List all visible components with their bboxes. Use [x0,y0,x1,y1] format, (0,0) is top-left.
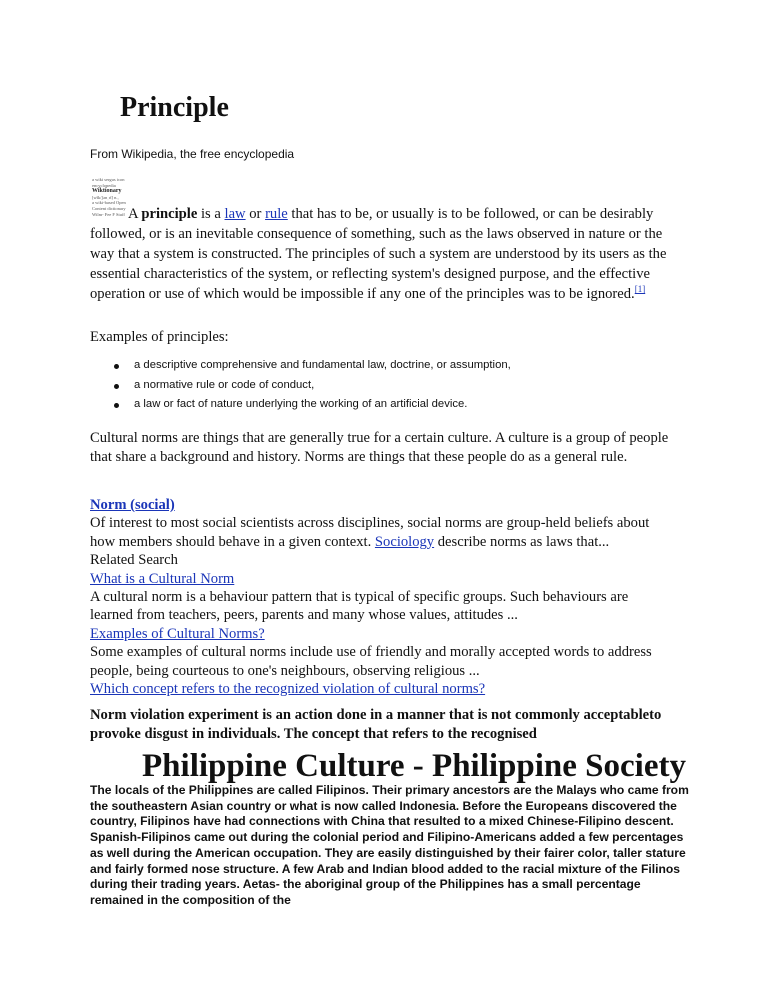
list-item-text: a normative rule or code of conduct, [134,378,315,391]
bullet-icon [114,364,119,369]
examples-cultural-norms-link[interactable]: Examples of Cultural Norms? [90,625,265,642]
list-item-text: a descriptive comprehensive and fundamental law, doctrine, or assumption, [134,359,511,371]
cultural-norm-link[interactable]: What is a Cultural Norm [90,570,235,587]
wiktionary-line: a wiki-based Open [92,200,126,206]
violation-paragraph: Norm violation experiment is an action done in a manner that is not commonly acceptableto provoke disgust in individuals. The concept that refers to the recognised [90,707,662,742]
result-snippet: Some examples of cultural norms include use of friendly and morally accepted words to address [90,644,652,661]
violation-concept-link[interactable]: Which concept refers to the recognized violation of cultural norms? [90,681,486,698]
result-snippet: people, being courteous to one's neighbours, observing religious ... [90,662,480,679]
rule-link[interactable]: rule [265,206,288,222]
section-heading: Philippine Culture - Philippine Society [142,748,686,784]
wiktionary-line: Wiktionary [92,188,122,195]
related-search-label: Related Search [90,552,178,569]
intro-text: that has to be, or usually is to be followed, or can be desirably followed, or is an inevitable consequence of something, such as the laws observed in nature or the way that a system is constructed. The principles of such a system are understood by its users as the essential characteristics of the system, or reflecting system's designed purpose, and the effective operation or use of which would be impossible if any one of the principles was to be ignored. [90,206,667,302]
law-link[interactable]: law [224,206,246,222]
page-title: Principle [120,92,229,123]
culture-paragraph: The locals of the Philippines are called Filipinos. Their primary ancestors are the Malays who came from the southeastern Asian country or what is now called Indonesia. Before the Europeans discovered the country, Filipinos have had connections with China that resulted to a mixed Chinese-Filipino descent. Spanish-Filipinos came out during the colonial period and Filipino-Americans added a few percentages as well during the American occupation. They are easily distinguished by their fairer color, taller stature and fairly formed nose structure. A few Arab and Indian blood added to the racial mixture of the Filinos during their trading years. Aetas- the aboriginal group of the Philippines has a small percentage remained in the composition of the [90,783,689,907]
result-snippet: learned from teachers, peers, parents and many whose values, attitudes ... [90,607,518,624]
wiktionary-line: Content dictionary [92,205,126,211]
cultural-norms-paragraph: Cultural norms are things that are generally true for a certain culture. A culture is a group of people that share a background and history. Norms are things that these people do as a general rule. [90,430,669,465]
bullet-icon [114,384,119,389]
result-snippet: describe norms as laws that... [434,533,610,550]
wiktionary-line: encyclopedia [92,182,116,188]
wiktionary-line: [wĭk/ʃənˌrī] n., [92,194,119,200]
result-snippet: how members should behave in a given context. [90,533,375,550]
list-item [90,376,511,396]
intro-text: or [245,206,266,222]
examples-list [90,356,511,415]
norm-social-link[interactable]: Norm (social) [90,497,175,513]
search-results [90,496,690,698]
result-snippet: Of interest to most social scientists across disciplines, social norms are group-held beliefs about [90,515,650,532]
list-item-text: a law or fact of nature underlying the working of an artificial device. [134,398,468,410]
bullet-icon [114,403,119,408]
result-snippet: A cultural norm is a behaviour pattern that is typical of specific groups. Such behaviours are [90,589,629,606]
intro-pre: A [128,206,142,222]
wiktionary-line: Wilm- Fee F Stuff [92,211,125,217]
sociology-link[interactable]: Sociology [374,533,435,550]
intro-term: principle [141,206,198,222]
wiktionary-line: a wiki sergus icon [92,177,125,182]
page-subtitle: From Wikipedia, the free encyclopedia [90,147,295,161]
list-item [90,395,511,415]
intro-text: is a [197,206,225,222]
reference-link[interactable]: [1] [634,284,646,295]
intro-paragraph [90,204,675,304]
examples-heading: Examples of principles: [90,329,229,345]
list-item [90,356,511,376]
